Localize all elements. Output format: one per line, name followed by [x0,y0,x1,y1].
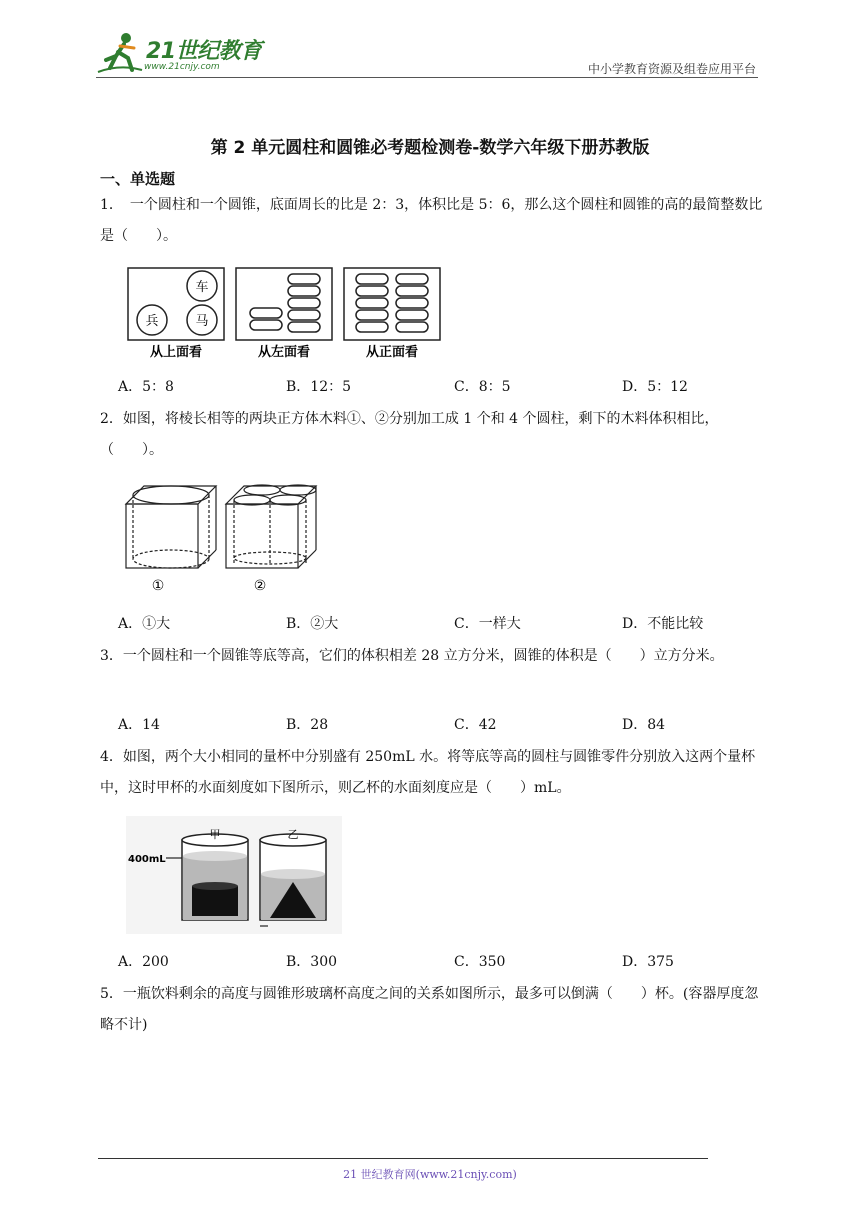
option-a[interactable]: A．200 [118,954,169,970]
footer-text: 21 世纪教育网(www.21cnjy.com) [343,1168,517,1181]
question-4-figure [126,816,342,934]
question-3-text: 3．一个圆柱和一个圆锥等底等高，它们的体积相差 28 立方分米，圆锥的体积是（ ）立方分米。 [100,648,724,664]
option-a[interactable]: A．5：8 [118,379,174,395]
section-heading: 一、单选题 [100,170,176,188]
option-c[interactable]: C．一样大 [454,616,521,632]
view-top-label: 从上面看 [149,345,203,360]
option-d[interactable]: D．5：12 [622,379,688,395]
option-c[interactable]: C．350 [454,954,506,970]
view-left-label: 从左面看 [257,345,311,360]
logo-url: www.21cnjy.com [144,62,220,72]
question-1-text: 1． 一个圆柱和一个圆锥，底面周长的比是 2：3，体积比是 5：6，那么这个圆柱和圆锥的高的最简整数比是（ ）。 [100,197,763,244]
cube-2-label: ② [253,578,267,594]
option-d[interactable]: D．不能比较 [622,616,704,632]
option-a[interactable]: A．①大 [118,616,171,632]
question-5-text: 5．一瓶饮料剩余的高度与圆锥形玻璃杯高度之间的关系如图所示，最多可以倒满（ ）杯。(容器厚度忽略不计) [100,986,759,1033]
page-title: 第 2 单元圆柱和圆锥必考题检测卷-数学六年级下册苏教版 [210,138,650,158]
header-divider [96,77,758,78]
cup-yi-label: 乙 [287,828,299,841]
option-c[interactable]: C．8：5 [454,379,511,395]
option-d[interactable]: D．84 [622,717,666,733]
header-tagline: 中小学教育资源及组卷应用平台 [587,62,756,76]
cup-jia-label: 甲 [209,828,221,841]
option-c[interactable]: C．42 [454,717,497,733]
question-1-figure [126,262,446,362]
piece-bing: 兵 [145,314,159,329]
question-4-text: 4．如图，两个大小相同的量杯中分别盛有 250mL 水。将等底等高的圆柱与圆锥零件分别放入这两个量杯中，这时甲杯的水面刻度如下图所示，则乙杯的水面刻度应是（ ）mL。 [100,749,756,796]
option-b[interactable]: B．12：5 [286,379,352,395]
piece-ma: 马 [195,314,209,329]
view-front-label: 从正面看 [365,345,419,360]
logo-text: 21世纪教育 [146,39,262,64]
question-2-figure [118,478,328,598]
cube-1-label: ① [151,578,165,594]
option-b[interactable]: B．28 [286,717,329,733]
option-a[interactable]: A．14 [118,717,160,733]
option-b[interactable]: B．②大 [286,616,339,632]
level-mark-label: 400mL [128,854,166,865]
footer-divider [98,1158,708,1159]
site-logo [96,30,276,78]
option-d[interactable]: D．375 [622,954,674,970]
runner-icon [96,30,144,74]
piece-che: 车 [195,280,209,295]
question-2-text: 2．如图，将棱长相等的两块正方体木料①、②分别加工成 1 个和 4 个圆柱，剩下的木料体积相比，（ ）。 [100,411,719,458]
option-b[interactable]: B．300 [286,954,338,970]
